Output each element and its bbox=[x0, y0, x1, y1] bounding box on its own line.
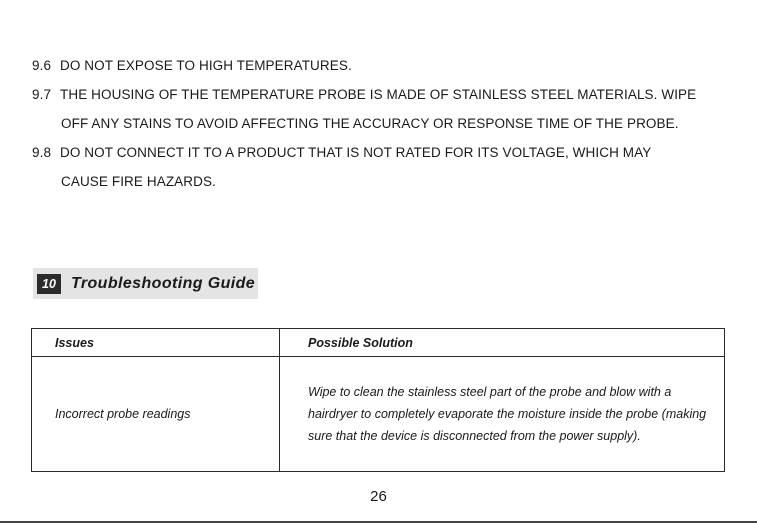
precaution-text: THE HOUSING OF THE TEMPERATURE PROBE IS MADE OF STAINLESS STEEL MATERIALS. WIPE bbox=[60, 87, 697, 102]
header-issues: Issues bbox=[32, 329, 280, 357]
precaution-text-continued: CAUSE FIRE HAZARDS. bbox=[61, 174, 216, 189]
solution-line: Wipe to clean the stainless steel part of the probe and blow with a bbox=[308, 385, 672, 399]
header-possible-solution: Possible Solution bbox=[280, 329, 725, 357]
precaution-9-6 bbox=[32, 51, 732, 80]
table-row bbox=[32, 357, 725, 472]
precaution-text-continued: OFF ANY STAINS TO AVOID AFFECTING THE ACCURACY OR RESPONSE TIME OF THE PROBE. bbox=[61, 116, 679, 131]
table-header-row bbox=[32, 329, 725, 357]
precaution-number: 9.8 bbox=[32, 145, 52, 160]
precaution-number: 9.6 bbox=[32, 58, 52, 73]
precaution-9-7 bbox=[32, 80, 732, 138]
bottom-divider bbox=[0, 521, 757, 523]
section-heading bbox=[33, 268, 258, 299]
section-number-badge: 10 bbox=[37, 274, 61, 294]
precaution-9-8 bbox=[32, 138, 732, 196]
solution-line: sure that the device is disconnected from the power supply). bbox=[308, 429, 641, 443]
page-number: 26 bbox=[370, 488, 387, 505]
precaution-number: 9.7 bbox=[32, 87, 52, 102]
troubleshooting-table bbox=[31, 328, 725, 472]
solution-cell bbox=[280, 357, 725, 472]
section-title: Troubleshooting Guide bbox=[71, 274, 256, 292]
precaution-text: DO NOT CONNECT IT TO A PRODUCT THAT IS NOT RATED FOR ITS VOLTAGE, WHICH MAY bbox=[60, 145, 652, 160]
solution-line: hairdryer to completely evaporate the moisture inside the probe (making bbox=[308, 407, 707, 421]
issue-cell: Incorrect probe readings bbox=[32, 357, 280, 472]
precaution-text: DO NOT EXPOSE TO HIGH TEMPERATURES. bbox=[60, 58, 352, 73]
